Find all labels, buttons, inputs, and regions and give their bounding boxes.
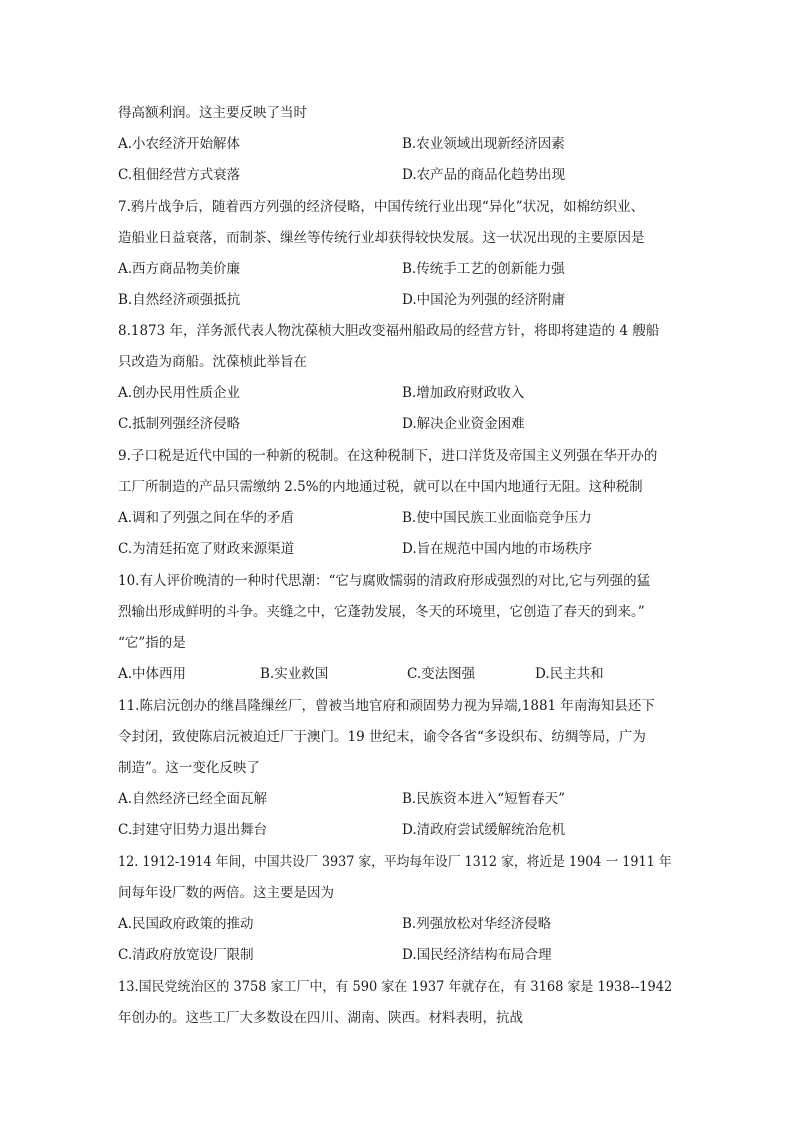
q12-stem-line1: 12. 1912-1914 年间，中国共设厂 3937 家，平均每年设厂 1312 家，将近是 1904 一 1911 年	[118, 854, 672, 870]
q11-option-d: D.清政府尝试缓解统治危机	[402, 822, 566, 838]
q9-option-b: B.使中国民族工业面临竞争压力	[402, 510, 592, 526]
q13-stem-line2: 年创办的。这些工厂大多数设在四川、湖南、陕西。材料表明，抗战	[118, 1010, 523, 1026]
q10-stem-line2: 烈输出形成鲜明的斗争。夹缝之中，它蓬勃发展，冬天的环境里，它创造了春天的到来。”	[118, 604, 645, 620]
q10-option-d: D.民主共和	[535, 666, 604, 682]
q11-option-b: B.民族资本进入“短暂春天”	[402, 791, 566, 807]
q11-stem-line1: 11.陈启沅创办的继昌隆缫丝厂，曾被当地官府和顽固势力视为异端,1881 年南海知县还下	[118, 698, 655, 714]
q7-option-d: D.中国沦为列强的经济附庸	[402, 292, 566, 308]
q10-stem-line1: 10.有人评价晚清的一种时代思潮：“它与腐败懦弱的清政府形成强烈的对比,它与列强的猛	[118, 573, 651, 589]
q9-stem-line2: 工厂所制造的产品只需缴纳 2.5%的内地通过税，就可以在中国内地通行无阻。这种税制	[118, 479, 643, 495]
q12-option-b: B.列强放松对华经济侵略	[402, 916, 552, 932]
q11-option-a: A.自然经济已经全面瓦解	[118, 791, 268, 807]
q12-option-a: A.民国政府政策的推动	[118, 916, 254, 932]
q12-stem-line2: 间每年设厂数的两倍。这主要是因为	[118, 885, 334, 901]
q10-option-b: B.实业救国	[260, 666, 329, 682]
q7-stem-line1: 7.鸦片战争后，随着西方列强的经济侵略，中国传统行业出现“异化”状况，如棉纺织业、	[118, 199, 645, 215]
q7-stem-line2: 造船业日益衰落，而制茶、缫丝等传统行业却获得较快发展。这一状况出现的主要原因是	[118, 230, 645, 246]
q11-stem-line2: 令封闭，致使陈启沅被迫迁厂于澳门。19 世纪末，谕令各省“多设织布、纺绸等局，广为	[118, 729, 646, 745]
q8-option-b: B.增加政府财政收入	[402, 385, 525, 401]
q6-option-c: C.租佃经营方式衰落	[118, 167, 241, 183]
q13-stem-line1: 13.国民党统治区的 3758 家工厂中，有 590 家在 1937 年就存在，有 3168 家是 1938--1942	[118, 979, 673, 995]
q8-option-a: A.创办民用性质企业	[118, 385, 241, 401]
q9-option-a: A.调和了列强之间在华的矛盾	[118, 510, 295, 526]
q8-option-c: C.抵制列强经济侵略	[118, 416, 241, 432]
q8-stem-line1: 8.1873 年，洋务派代表人物沈葆桢大胆改变福州船政局的经营方针，将即将建造的 4 艘船	[118, 323, 660, 339]
q9-option-c: C.为清廷拓宽了财政来源渠道	[118, 541, 295, 557]
q8-option-d: D.解决企业资金困难	[402, 416, 525, 432]
q7-option-b: B.传统手工艺的创新能力强	[402, 261, 565, 277]
q10-stem-line3: “它”指的是	[118, 635, 186, 651]
q6-option-d: D.农产品的商品化趋势出现	[402, 167, 566, 183]
q6-option-a: A.小农经济开始解体	[118, 136, 241, 152]
q11-stem-line3: 制造”。这一变化反映了	[118, 760, 260, 776]
q12-option-d: D.国民经济结构布局合理	[402, 947, 552, 963]
q12-option-c: C.清政府放宽设厂限制	[118, 947, 254, 963]
q6-option-b: B.农业领域出现新经济因素	[402, 136, 565, 152]
q9-stem-line1: 9.子口税是近代中国的一种新的税制。在这种税制下，进口洋货及帝国主义列强在华开办的	[118, 448, 658, 464]
q10-option-a: A.中体西用	[118, 666, 187, 682]
q11-option-c: C.封建守旧势力退出舞台	[118, 822, 268, 838]
q6-stem-tail: 得高额利润。这主要反映了当时	[118, 105, 307, 121]
q7-option-a: A.西方商品物美价廉	[118, 261, 241, 277]
q9-option-d: D.旨在规范中国内地的市场秩序	[402, 541, 593, 557]
q8-stem-line2: 只改造为商船。沈葆桢此举旨在	[118, 354, 307, 370]
q10-option-c: C.变法图强	[407, 666, 476, 682]
q7-option-c: B.自然经济顽强抵抗	[118, 292, 241, 308]
